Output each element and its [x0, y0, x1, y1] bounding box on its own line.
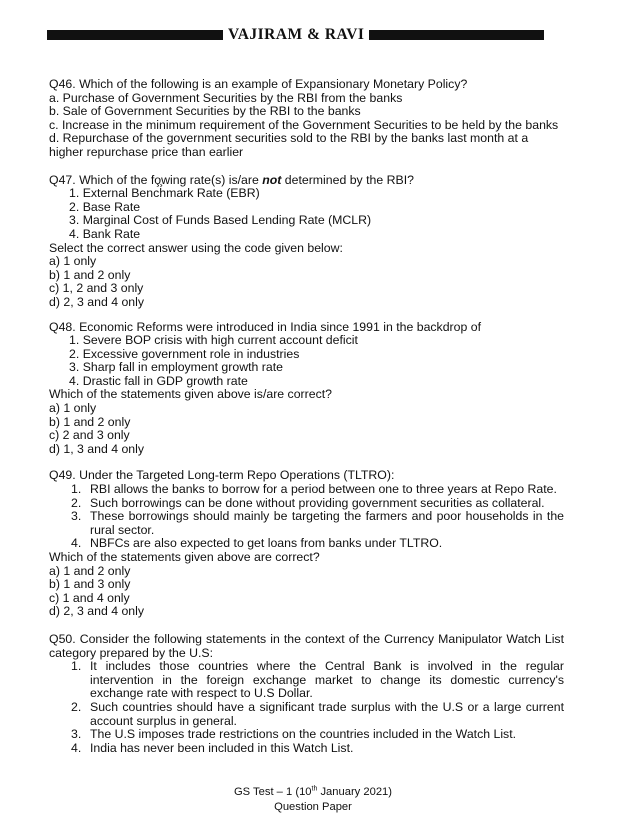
option: c) 1, 2 and 3 only — [49, 281, 144, 296]
header-rule-right — [369, 30, 544, 40]
question-stem: Q47. Which of the fo̧̧wing rate(s) is/are not determined by the RBI? — [49, 172, 414, 187]
option: d) 1, 3 and 4 only — [49, 441, 145, 456]
page-footer — [0, 785, 626, 815]
statement: 1. It includes those countries where the Central Bank is involved in the regular intervention in the foreign exchange market to change its domestic currency's exchange rate with respect to U.S Dollar. — [71, 659, 564, 701]
statement: 1. External Benchmark Rate (EBR) — [69, 186, 260, 201]
paper-type: Question Paper — [274, 801, 352, 813]
option: a. Purchase of Government Securities by the RBI from the banks — [49, 90, 403, 105]
option: d) 2, 3 and 4 only — [49, 604, 145, 619]
option: b) 1 and 2 only — [49, 267, 131, 282]
statement: 4. NBFCs are also expected to get loans from banks under TLTRO. — [71, 536, 443, 551]
question-content — [49, 78, 564, 769]
question-50 — [49, 633, 564, 755]
question-stem: Q49. Under the Targeted Long-term Repo Operations (TLTRO): — [49, 468, 395, 483]
option: a) 1 and 2 only — [49, 563, 131, 578]
option: c) 2 and 3 only — [49, 428, 130, 443]
statement: 3. Marginal Cost of Funds Based Lending Rate (MCLR) — [69, 213, 372, 228]
page-header — [47, 24, 544, 46]
test-info: GS Test – 1 (10th January 2021) — [233, 785, 392, 798]
statement: 3. Sharp fall in employment growth rate — [69, 360, 283, 375]
brand-title: VAJIRAM & RAVI — [228, 26, 365, 43]
statement-list — [69, 187, 564, 241]
question-stem: Q46. Which of the following is an example of Expansionary Monetary Policy? — [49, 77, 468, 91]
option: a) 1 only — [49, 401, 97, 416]
statement: 4. Drastic fall in GDP growth rate — [69, 373, 248, 388]
instruction: Which of the statements given above are correct? — [49, 550, 320, 564]
statement: 3. These borrowings should mainly be targeting the farmers and poor households in the rural sector. — [71, 509, 564, 537]
instruction: Which of the statements given above is/are correct? — [49, 387, 332, 402]
question-48 — [49, 321, 564, 457]
option: d. Repurchase of the government securities sold to the RBI by the banks last month at a higher repurchase price than earlier — [49, 131, 529, 159]
statement: 2. Such borrowings can be done without providing government securities as collateral. — [71, 495, 545, 510]
statement-list — [71, 483, 564, 551]
question-stem: Q50. Consider the following statements in the context of the Currency Manipulator Watch List category prepared by the U.S: — [49, 631, 564, 660]
statement: 2. Excessive government role in industries — [69, 346, 300, 361]
statement: 3. The U.S imposes trade restrictions on the countries included in the Watch List. — [71, 727, 517, 742]
statement: 4. Bank Rate — [69, 226, 141, 241]
option: c. Increase in the minimum requirement of the Government Securities to be held by the banks — [49, 117, 559, 132]
option: c) 1 and 4 only — [49, 590, 130, 605]
statement: 1. Severe BOP crisis with high current account deficit — [69, 333, 358, 348]
statement: 2. Such countries should have a significant trade surplus with the U.S or a large current account surplus in general. — [71, 699, 564, 728]
option: b. Sale of Government Securities by the RBI to the banks — [49, 104, 361, 119]
statement: 4. India has never been included in this Watch List. — [71, 740, 354, 755]
statement: 2. Base Rate — [69, 199, 141, 214]
option: b) 1 and 3 only — [49, 577, 131, 592]
question-47 — [49, 174, 564, 310]
header-rule-left — [47, 30, 223, 40]
instruction: Select the correct answer using the code given below: — [49, 240, 343, 255]
question-stem: Q48. Economic Reforms were introduced in India since 1991 in the backdrop of — [49, 319, 481, 334]
statement-list — [71, 660, 564, 755]
statement-list — [69, 334, 564, 388]
question-46 — [49, 78, 564, 160]
option: d) 2, 3 and 4 only — [49, 294, 145, 309]
option: b) 1 and 2 only — [49, 414, 131, 429]
statement: 1. RBI allows the banks to borrow for a period between one to three years at Repo Rate. — [71, 482, 557, 497]
option: a) 1 only — [49, 254, 97, 269]
question-49 — [49, 469, 564, 619]
